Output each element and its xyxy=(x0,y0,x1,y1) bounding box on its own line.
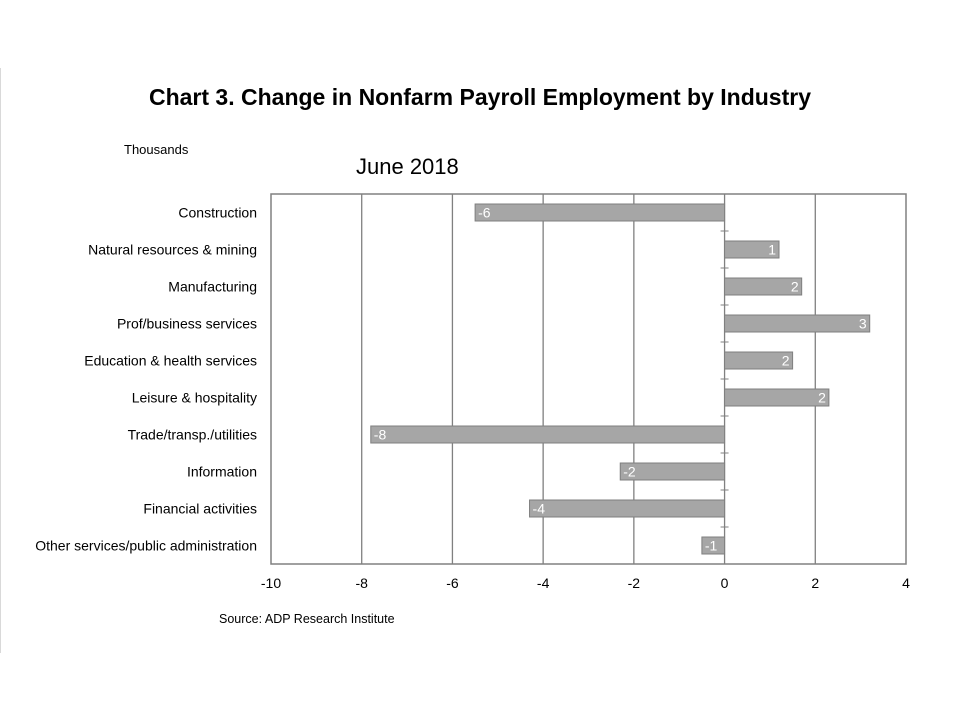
data-label: 1 xyxy=(768,241,776,258)
data-label: -2 xyxy=(623,463,636,480)
category-labels xyxy=(35,205,257,554)
category-label: Information xyxy=(186,463,257,480)
bar xyxy=(530,500,725,517)
category-label: Natural resources & mining xyxy=(88,241,257,258)
x-tick-label: 2 xyxy=(811,575,820,591)
data-label: -8 xyxy=(373,426,387,443)
bar xyxy=(371,426,725,443)
source-note: Source: ADP Research Institute xyxy=(219,612,395,626)
category-label: Other services/public administration xyxy=(35,537,257,554)
category-label: Prof/business services xyxy=(116,315,257,332)
x-tick-label: 0 xyxy=(720,575,729,591)
x-axis xyxy=(261,231,910,591)
category-label: Financial activities xyxy=(143,500,257,517)
data-label: -6 xyxy=(478,204,491,221)
data-label: 2 xyxy=(781,352,790,369)
x-tick-label: -8 xyxy=(355,575,368,591)
data-label: 2 xyxy=(790,278,799,295)
x-tick-label: -10 xyxy=(260,575,282,591)
category-label: Leisure & hospitality xyxy=(131,389,257,406)
units-label: Thousands xyxy=(124,142,189,157)
data-label: 3 xyxy=(858,315,867,332)
category-label: Construction xyxy=(178,204,257,221)
category-label: Trade/transp./utilities xyxy=(127,426,257,443)
bar xyxy=(725,389,829,406)
x-tick-label: -6 xyxy=(446,575,459,591)
bar xyxy=(620,463,724,480)
chart-subtitle: June 2018 xyxy=(356,154,459,179)
bars-group xyxy=(371,204,870,554)
x-tick-label: -2 xyxy=(627,575,641,591)
data-label: -4 xyxy=(532,500,545,517)
x-tick-label: 4 xyxy=(902,575,910,591)
bar xyxy=(725,315,870,332)
x-tick-label: -4 xyxy=(536,575,550,591)
chart-title: Chart 3. Change in Nonfarm Payroll Employment by Industry xyxy=(148,84,811,110)
data-label: 2 xyxy=(818,389,826,406)
data-label: -1 xyxy=(704,537,718,554)
bar xyxy=(475,204,724,221)
category-label: Manufacturing xyxy=(168,278,257,295)
category-label: Education & health services xyxy=(84,352,257,369)
